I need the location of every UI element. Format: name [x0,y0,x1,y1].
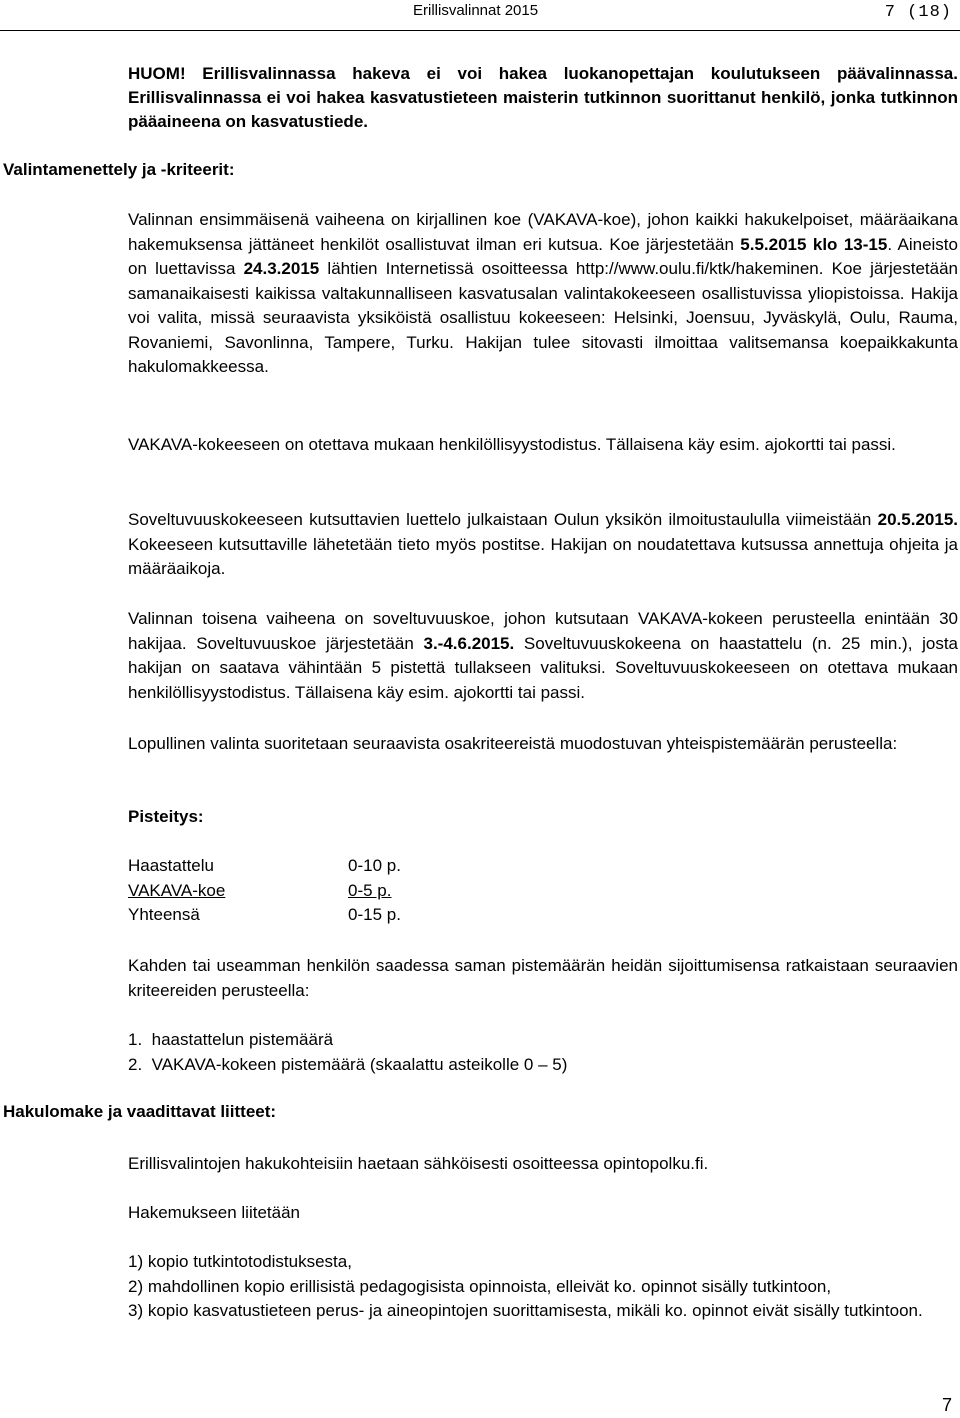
scoring-label: VAKAVA-koe [128,880,226,900]
aptitude-list-text [128,508,958,582]
list-item: 2) mahdollinen kopio erillisistä pedagogisista opinnoista, elleivät ko. opinnot sisälly tutkintoon, [128,1276,832,1296]
aptitude-test-c: Soveltuvuuskokeena on haastattelu (n. 25 min.), josta hakijan on saatava vähintään 5 pistettä tullakseen valituksi. Soveltuvuuskokeeseen on otettava mukaan henkilöllisyystodistus. Tällaisena käy esim. ajokortti tai passi. [128,633,958,702]
paragraph-exam-text [128,208,958,380]
exam-date: 5.5.2015 klo 13-15 [740,234,888,254]
paragraph-id-requirement [128,433,958,458]
attachments-intro-text: Hakemukseen liitetään [128,1203,300,1222]
paragraph-apply-online [128,1152,958,1177]
scoring-label: Haastattelu [128,856,214,875]
scoring-label: Yhteensä [128,905,200,924]
document-title: Erillisvalinnat 2015 [413,2,539,19]
list-item: 2. VAKAVA-kokeen pistemäärä (skaalattu asteikolle 0 – 5) [128,1054,568,1074]
footer-page-number: 7 [941,1395,952,1415]
warning-text: HUOM! Erillisvalinnassa hakeva ei voi hakea luokanopettajan koulutukseen päävalinnassa. Erillisvalinnassa ei voi hakea kasvatustieteen maisterin tutkinnon suorittanut henkilö, jonka tutkinnon pääaineena on kasvatustiede. [128,64,958,131]
aptitude-list-date: 20.5.2015. [877,510,958,529]
aptitude-list-a: Soveltuvuuskokeeseen kutsuttavien luettelo julkaistaan Oulun yksikön ilmoitustaululla viimeistään [128,510,878,529]
scoring-table [128,854,443,928]
list-item: 1. haastattelun pistemäärä [128,1030,334,1049]
id-requirement-text: VAKAVA-kokeeseen on otettava mukaan henkilöllisyystodistus. Tällaisena käy esim. ajokortti tai passi. [128,435,896,454]
exam-text-c: . Aineisto on luettavissa [128,234,958,278]
page-counter: 7 (18) [884,3,952,22]
paragraph-aptitude-list [128,508,958,582]
aptitude-list-c: Kokeeseen kutsuttaville lähetetään tieto myös postitse. Hakijan on noudatettava kutsussa annettuja ohjeita ja määräaikoja. [128,534,958,578]
exam-text-f: . Koe järjestetään samanaikaisesti kaikissa valtakunnalliseen kasvatusalan valintakokeeseen osallistuvissa yliopistoissa. Hakija voi valita, missä seuraavista yksiköistä osallistuu kokeeseen: Helsinki, Joensuu, Jyväskylä, Oulu, Rauma, Rovaniemi, Savonlinna, Tampere, Turku. Hakijan tulee sitovasti ilmoittaa valitsemansa koepaikkakunta hakulomakkeessa. [128,259,958,376]
tiebreak-criteria-list [128,1028,958,1077]
list-item: 3) kopio kasvatustieteen perus- ja aineopintojen suorittamisesta, mikäli ko. opinnot eivät sisälly tutkintoon. [128,1301,923,1320]
section-heading-application: Hakulomake ja vaadittavat liitteet: [3,1102,277,1121]
exam-text-e: lähtien Internetissä osoitteessa http://www.oulu.fi/ktk/hakeminen [319,259,819,278]
scoring-value: 0-10 p. [348,856,401,875]
header-divider [0,30,960,31]
scoring-title: Pisteitys: [128,807,204,826]
scoring-value: 0-5 p. [348,880,392,900]
paragraph-exam [128,208,958,380]
aptitude-test-date: 3.-4.6.2015. [423,633,515,653]
scoring-row [128,879,443,904]
page-header [0,0,960,30]
final-selection-text: Lopullinen valinta suoritetaan seuraavista osakriteereistä muodostuvan yhteispistemäärän perusteella: [128,734,898,753]
paragraph-final-selection [128,732,958,757]
paragraph-attachments-intro [128,1201,958,1226]
paragraph-aptitude-test [128,607,958,705]
section-heading-criteria: Valintamenettely ja -kriteerit: [3,160,235,179]
paragraph-tiebreak [128,954,958,1003]
exam-text-a: Valinnan ensimmäisenä vaiheena on kirjallinen koe (VAKAVA-koe), johon kaikki hakukelpoiset, määräaikana hakemuksensa jättäneet henkilöt osallistuvat ilman eri kutsua. Koe järjestetään [128,210,958,254]
scoring-value: 0-15 p. [348,905,401,924]
tiebreak-text: Kahden tai useamman henkilön saadessa saman pistemäärän heidän sijoittumisensa ratkaistaan seuraavien kriteereiden perusteella: [128,956,958,1000]
scoring-row [128,903,443,928]
apply-online-text: Erillisvalintojen hakukohteisiin haetaan sähköisesti osoitteessa opintopolku.fi. [128,1154,709,1173]
material-date: 24.3.2015 [243,259,320,278]
warning-note [128,62,958,134]
attachments-list [128,1250,958,1324]
aptitude-test-a: Valinnan toisena vaiheena on soveltuvuuskoe, johon kutsutaan VAKAVA-kokeen perusteella enintään 30 hakijaa. Soveltuvuuskoe järjestetään [128,609,958,653]
scoring-row [128,854,443,879]
aptitude-test-text [128,607,958,705]
list-item: 1) kopio tutkintotodistuksesta, [128,1252,352,1271]
